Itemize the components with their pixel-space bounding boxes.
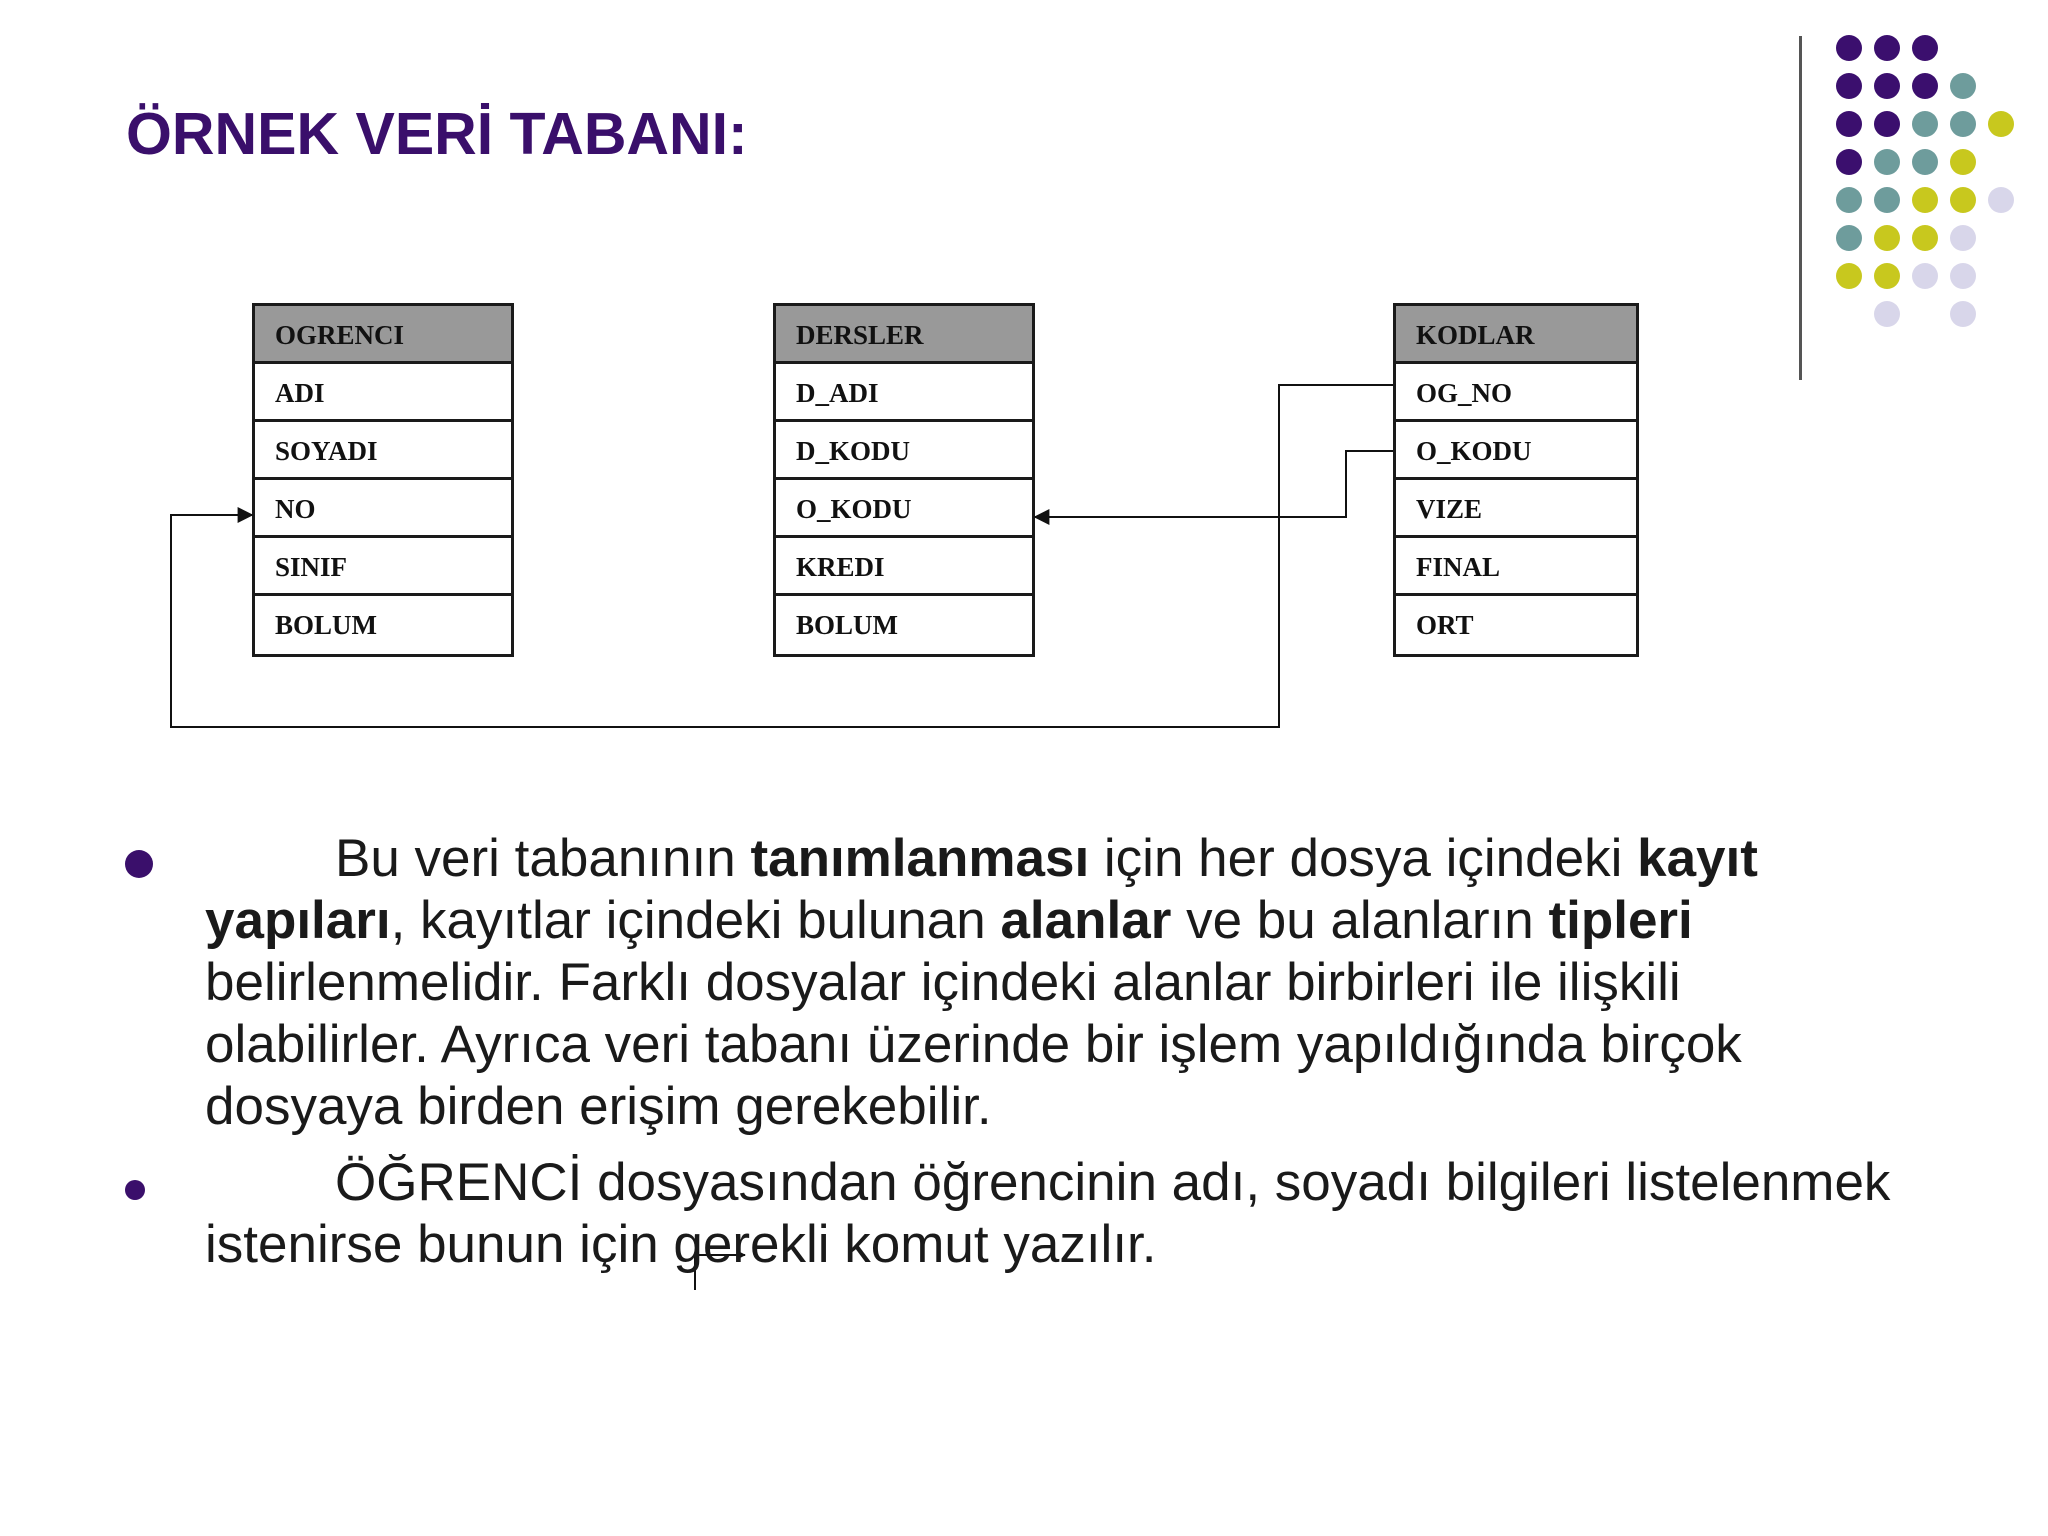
bullet-dot-icon [125, 850, 153, 878]
table-header: OGRENCI [255, 306, 511, 364]
table-header: DERSLER [776, 306, 1032, 364]
bullet-dot-icon [125, 1180, 145, 1200]
connector-og-no-to-no [171, 385, 1393, 727]
field-bolum: BOLUM [275, 610, 378, 640]
field-final: FINAL [1396, 538, 1636, 596]
table-header: KODLAR [1396, 306, 1636, 364]
bullet-item: Bu veri tabanının tanımlanması için her dosya içindeki kayıt yapıları, kayıtlar içindeki bulunan alanlar ve bu alanların tipleri belirlenmelidir. Farklı dosyalar içindeki alanlar birbirleri ile ilişkili olabilirler. Ayrıca veri tabanı üzerinde bir işlem yapıldığında birçok dosyaya birden erişim gerekebilir. [125, 828, 1905, 1138]
field-d-adi: D_ADI [776, 364, 1032, 422]
field-o-kodu: O_KODU [1396, 422, 1636, 480]
field-bolum: BOLUM [796, 610, 899, 640]
field-soyadi: SOYADI [255, 422, 511, 480]
field-no: NO [255, 480, 511, 538]
field-d-kodu: D_KODU [776, 422, 1032, 480]
field-vize: VIZE [1396, 480, 1636, 538]
bullet-item: ÖĞRENCİ dosyasından öğrencinin adı, soyadı bilgileri listelenmek istenirse bunun için gerekli komut yazılır. [125, 1152, 1905, 1276]
field-ort: ORT [1416, 610, 1474, 640]
bullet-list [125, 828, 1905, 1276]
field-kredi: KREDI [776, 538, 1032, 596]
field-og-no: OG_NO [1396, 364, 1636, 422]
field-sinif: SINIF [255, 538, 511, 596]
field-o-kodu: O_KODU [776, 480, 1032, 538]
connector-o-kodu-to-o-kodu [1035, 451, 1393, 517]
slide-title: ÖRNEK VERİ TABANI: [126, 101, 748, 167]
field-adi: ADI [255, 364, 511, 422]
